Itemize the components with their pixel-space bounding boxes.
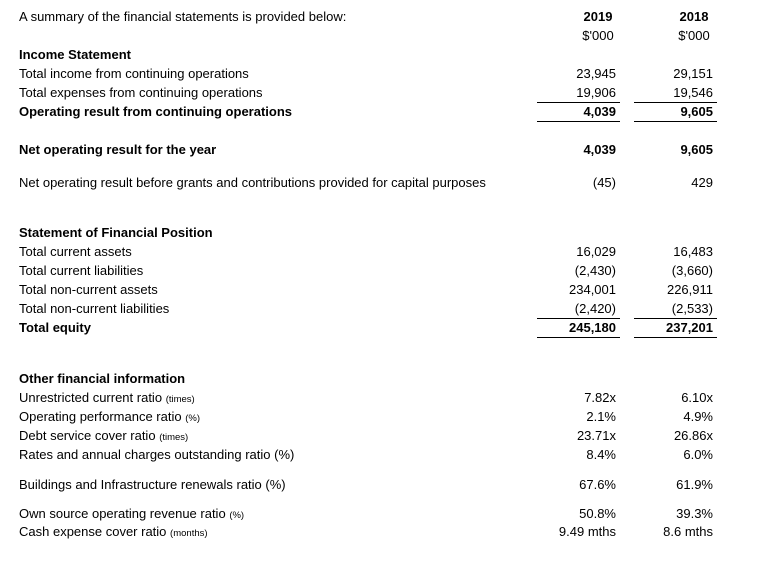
intro-text: A summary of the financial statements is provided below: — [19, 9, 347, 24]
total-line — [634, 121, 717, 122]
value-2019: (2,430) — [574, 263, 616, 278]
income-statement-title: Income Statement — [19, 47, 131, 62]
ratio-unit: (%) — [185, 413, 200, 424]
value-2019: 23.71x — [576, 428, 616, 443]
value-2019: 8.4% — [586, 447, 616, 462]
value-2019: 19,906 — [576, 85, 616, 100]
value-2018: 6.0% — [683, 447, 713, 462]
value-2018: (2,533) — [671, 301, 713, 316]
value-2019: 234,001 — [569, 282, 616, 297]
value-2019: 67.6% — [579, 477, 616, 492]
row-label: Total expenses from continuing operations — [19, 85, 263, 100]
header-2019: 2019 — [583, 9, 613, 24]
value-2018: 4.9% — [683, 409, 713, 424]
unit-2019: $'000 — [582, 28, 614, 43]
other-info-title: Other financial information — [19, 371, 186, 386]
ratio-name: Debt service cover ratio — [19, 428, 156, 443]
ratio-unit: (%) — [229, 510, 245, 521]
value-2018: 237,201 — [666, 320, 713, 335]
row-label — [19, 390, 195, 408]
financial-position-title: Statement of Financial Position — [19, 225, 213, 240]
value-2018: 16,483 — [673, 244, 713, 259]
row-label — [19, 428, 188, 446]
value-2019: 50.8% — [579, 506, 616, 521]
subtotal-line — [634, 318, 717, 319]
value-2018: 9,605 — [680, 104, 713, 119]
row-label: Total income from continuing operations — [19, 66, 249, 81]
ratio-unit: (times) — [159, 432, 189, 443]
value-2018: 61.9% — [676, 477, 713, 492]
value-2018: 39.3% — [676, 506, 713, 521]
ratio-name: Operating performance ratio — [19, 409, 182, 424]
row-label: Operating result from continuing operations — [19, 104, 293, 119]
value-2018: 29,151 — [673, 66, 713, 81]
value-2018: (3,660) — [671, 263, 713, 278]
row-label: Rates and annual charges outstanding ratio (%) — [19, 447, 295, 462]
net-result-label: Net operating result for the year — [19, 142, 217, 157]
net-before-grants-2019: (45) — [592, 175, 616, 190]
row-label: Total non-current assets — [19, 282, 158, 297]
row-label: Total current assets — [19, 244, 132, 259]
value-2019: 245,180 — [569, 320, 616, 335]
value-2018: 19,546 — [673, 85, 713, 100]
value-2018: 26.86x — [673, 428, 713, 443]
value-2018: 6.10x — [681, 390, 713, 405]
row-label — [19, 506, 244, 524]
ratio-unit: (times) — [165, 394, 195, 405]
ratio-name: Cash expense cover ratio — [19, 524, 167, 539]
value-2019: 2.1% — [586, 409, 616, 424]
ratio-name: Unrestricted current ratio — [19, 390, 163, 405]
unit-2018: $'000 — [678, 28, 710, 43]
net-before-grants-label: Net operating result before grants and contributions provided for capital purposes — [19, 175, 486, 190]
net-before-grants-2018: 429 — [691, 175, 713, 190]
subtotal-line — [634, 102, 717, 103]
subtotal-line — [537, 102, 620, 103]
subtotal-line — [537, 318, 620, 319]
value-2019: 16,029 — [576, 244, 616, 259]
row-label: Total equity — [19, 320, 91, 335]
value-2019: 23,945 — [576, 66, 616, 81]
value-2018: 226,911 — [666, 282, 713, 297]
net-result-2019: 4,039 — [583, 142, 616, 157]
total-line — [537, 121, 620, 122]
header-2018: 2018 — [679, 9, 709, 24]
row-label — [19, 409, 200, 427]
ratio-unit: (months) — [170, 528, 208, 539]
value-2019: 9.49 mths — [558, 524, 616, 539]
net-result-2018: 9,605 — [680, 142, 713, 157]
value-2019: (2,420) — [574, 301, 616, 316]
row-label: Total current liabilities — [19, 263, 144, 278]
row-label — [19, 524, 208, 542]
row-label: Buildings and Infrastructure renewals ratio (%) — [19, 477, 286, 492]
ratio-name: Own source operating revenue ratio — [19, 506, 226, 521]
total-line — [537, 337, 620, 338]
value-2019: 7.82x — [584, 390, 616, 405]
value-2019: 4,039 — [583, 104, 616, 119]
value-2018: 8.6 mths — [663, 524, 713, 539]
total-line — [634, 337, 717, 338]
row-label: Total non-current liabilities — [19, 301, 170, 316]
